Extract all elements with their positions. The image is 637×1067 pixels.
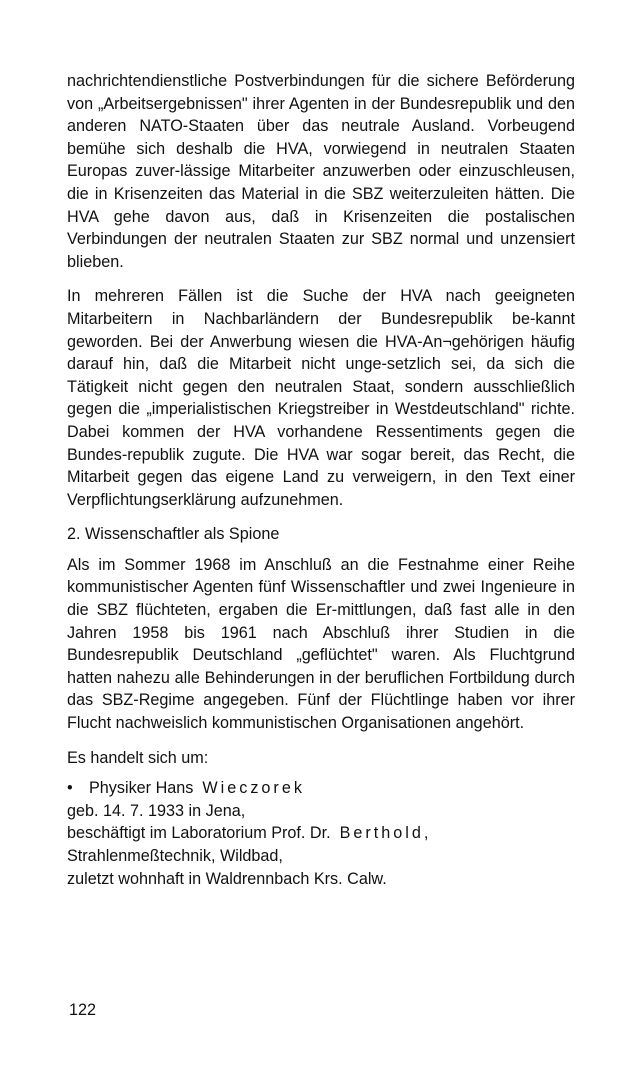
- paragraph-postal-connections: nachrichtendienstliche Postverbindungen für die sichere Beförderung von „Arbeitsergebnissen" ihrer Agenten in der Bundesrepublik und den anderen NATO-Staaten über das neutrale Ausland. Vorbeugend bemühe sich deshalb die HVA, vorwiegend in neutralen Staaten Europas zuver-lässige Mitarbeiter anzuwerben oder einzuschleusen, die in Krisenzeiten das Material in die SBZ weiterzuleiten hätten. Die HVA gehe davon aus, daß in Krisenzeiten die postalischen Verbindungen der neutralen Staaten zur SBZ normal und unzensiert blieben.: [67, 72, 575, 271]
- person-residence: zuletzt wohnhaft in Waldrennbach Krs. Calw.: [67, 869, 387, 888]
- person-title: Physiker Hans: [89, 779, 194, 798]
- person-surname: Wieczorek: [202, 779, 305, 798]
- section-heading: 2. Wissenschaftler als Spione: [67, 525, 280, 544]
- paragraph-scientists-fled: Als im Sommer 1968 im Anschluß an die Festnahme einer Reihe kommunistischer Agenten fünf Wissenschaftler und zwei Ingenieure in die SBZ flüchteten, ergaben die Er-mittlungen, daß fast alle in den Jahren 1958 bis 1961 nach Abschluß ihrer Studien in die Bundesrepublik Deutschland „geflüchtet" waren. Als Fluchtgrund hatten nahezu alle Behinderungen in der beruflichen Fortbildung durch das SBZ-Regime angegeben. Fünf der Flüchtlinge haben vor ihrer Flucht nachweislich kommunistischen Organisationen angehört.: [67, 555, 575, 733]
- paragraph-recruitment-neighbours: In mehreren Fällen ist die Suche der HVA nach geeigneten Mitarbeitern in Nachbarländern der Bundesrepublik be-kannt geworden. Bei der Anwerbung wiesen die HVA-An¬gehörigen häufig darauf hin, daß die Mitarbeit nicht unge-setzlich sei, da sich die Tätigkeit nicht gegen den neutralen Staat, sondern ausschließlich gegen die „imperialistischen Kriegstreiber in Westdeutschland" richte. Dabei kommen der HVA vorhandene Ressentiments gegen die Bundes-republik zugute. Die HVA war sogar bereit, das Recht, die Mitarbeit gegen das eigene Land zu verweigern, in den Text einer Verpflichtungserklärung aufzunehmen.: [67, 287, 575, 509]
- employment-suffix: ,: [423, 824, 429, 843]
- page-number: 122: [69, 1001, 97, 1019]
- person-birth: geb. 14. 7. 1933 in Jena,: [67, 801, 246, 820]
- person-entry: [67, 777, 575, 890]
- employment-prefix: beschäftigt im Laboratorium Prof. Dr.: [67, 824, 331, 843]
- page-body: [67, 70, 575, 890]
- list-intro: Es handelt sich um:: [67, 748, 209, 767]
- bullet-icon: •: [67, 779, 73, 798]
- professor-name: Berthold: [339, 824, 424, 843]
- person-employment: [67, 822, 575, 845]
- person-name-line: [67, 777, 575, 800]
- person-department: Strahlenmeßtechnik, Wildbad,: [67, 847, 283, 865]
